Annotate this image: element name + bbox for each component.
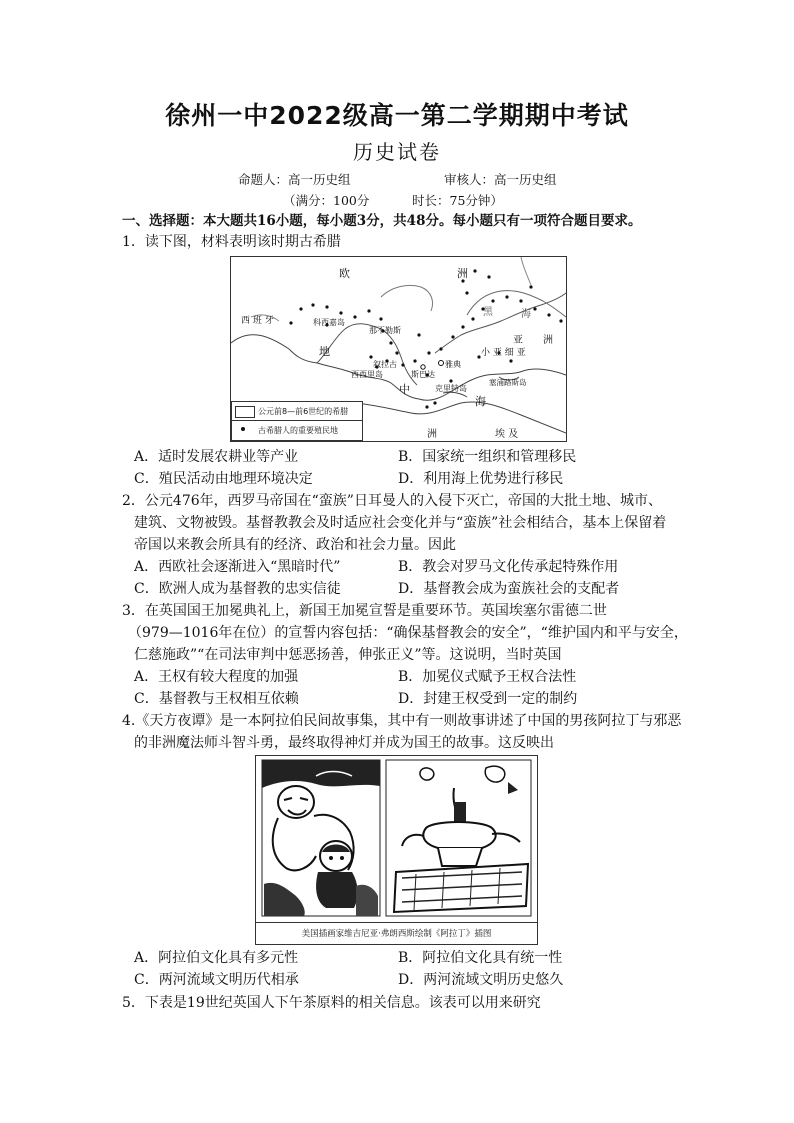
q2-option-d[interactable]: D．基督教会成为蛮族社会的支配者 xyxy=(398,581,620,597)
time-limit: 时长：75分钟） xyxy=(412,193,503,208)
map-label-africa: 洲 xyxy=(427,429,437,440)
map-label-syracuse: 叙拉古 xyxy=(373,360,397,369)
q2-line-3: 帝国以来教会所具有的经济、政治和社会力量。因此 xyxy=(134,537,456,553)
legend-swatch-greece xyxy=(235,406,255,418)
map-label-black-2: 海 xyxy=(521,309,531,320)
q1-option-d[interactable]: D．利用海上优势进行移民 xyxy=(398,471,564,487)
legend-row-colonies xyxy=(232,421,362,439)
q4-option-d[interactable]: D．两河流域文明历史悠久 xyxy=(398,972,564,988)
q4-line-2: 的非洲魔法师斗智斗勇，最终取得神灯并成为国王的故事。这反映出 xyxy=(134,735,554,751)
full-score: （满分：100分 xyxy=(283,193,370,208)
q2-line-2: 建筑、文物被毁。基督教教会及时适应社会变化并与“蛮族”社会相结合，基本上保留着 xyxy=(134,515,667,531)
q3-line-3: 仁慈施政”“在司法审判中惩恶扬善，伸张正义”等。这说明，当时英国 xyxy=(134,647,562,663)
legend-row-greece xyxy=(232,402,362,421)
map-label-asia-minor: 小 亚 细 亚 xyxy=(481,348,526,358)
aladdin-drawing xyxy=(256,756,537,921)
map-label-egypt: 埃 及 xyxy=(495,429,519,440)
author-reviewer: 审核人：高一历史组 xyxy=(444,172,557,187)
q3-option-a[interactable]: A．王权有较大程度的加强 xyxy=(134,669,299,685)
map-label-europe-2: 洲 xyxy=(457,267,468,280)
map-label-cyprus: 塞浦路斯岛 xyxy=(489,378,527,387)
map-label-europe-1: 欧 xyxy=(339,267,350,280)
q4-option-a[interactable]: A．阿拉伯文化具有多元性 xyxy=(134,950,299,966)
q1-option-c[interactable]: C．殖民活动由地理环境决定 xyxy=(134,471,313,487)
aladdin-illustration xyxy=(255,755,538,945)
legend-text-greece: 公元前8—前6世纪的希腊 xyxy=(258,407,349,416)
q2-line-1: 2．公元476年，西罗马帝国在“蛮族”日耳曼人的入侵下灭亡，帝国的大批土地、城市、 xyxy=(122,493,662,509)
q1-stem: 1．读下图，材料表明该时期古希腊 xyxy=(122,234,341,250)
q1-option-b[interactable]: B．国家统一组织和管理移民 xyxy=(398,449,577,465)
legend-text-colonies: 古希腊人的重要殖民地 xyxy=(258,426,338,435)
map-label-asia-1: 亚 xyxy=(513,335,523,346)
q2-option-a[interactable]: A．西欧社会逐渐进入“黑暗时代” xyxy=(134,559,341,575)
map-label-athens: 雅典 xyxy=(445,360,461,369)
q4-line-1: 4.《天方夜谭》是一本阿拉伯民间故事集，其中有一则故事讲述了中国的男孩阿拉丁与邪恶 xyxy=(122,713,682,729)
map-label-asia-2: 洲 xyxy=(543,335,553,346)
map-label-med-2: 中 xyxy=(399,383,410,396)
map-legend xyxy=(231,401,363,441)
q2-option-b[interactable]: B．教会对罗马文化传承起特殊作用 xyxy=(398,559,619,575)
q4-option-b[interactable]: B．阿拉伯文化具有统一性 xyxy=(398,950,563,966)
q3-option-d[interactable]: D．封建王权受到一定的制约 xyxy=(398,691,578,707)
map-label-crete: 克里特岛 xyxy=(435,384,467,393)
q2-option-c[interactable]: C．欧洲人成为基督教的忠实信徒 xyxy=(134,581,341,597)
illustration-caption: 美国插画家维吉尼亚·弗朗西斯绘制《阿拉丁》插图 xyxy=(256,922,537,939)
q5-line-1: 5．下表是19世纪英国人下午茶原料的相关信息。该表可以用来研究 xyxy=(122,995,541,1011)
q1-option-a[interactable]: A．适时发展农耕业等产业 xyxy=(134,449,299,465)
q4-option-c[interactable]: C．两河流域文明历代相承 xyxy=(134,972,299,988)
legend-dot-colony xyxy=(241,427,245,431)
greek-colonies-map xyxy=(230,256,567,442)
q3-option-c[interactable]: C．基督教与王权相互依赖 xyxy=(134,691,299,707)
section-heading: 一、选择题：本大题共16小题，每小题3分，共48分。每小题只有一项符合题目要求。 xyxy=(122,213,642,229)
q3-line-1: 3．在英国国王加冕典礼上，新国王加冕宣誓是重要环节。英国埃塞尔雷德二世 xyxy=(122,603,607,619)
map-label-naples: 那不勒斯 xyxy=(369,326,401,335)
q3-line-2: （979—1016年在位）的宣誓内容包括：“确保基督教会的安全”，“维护国内和平与安全， xyxy=(128,625,688,641)
map-label-med-3: 海 xyxy=(475,395,486,408)
q3-option-b[interactable]: B．加冕仪式赋予王权合法性 xyxy=(398,669,577,685)
map-label-med-1: 地 xyxy=(319,345,330,358)
author-setter: 命题人：高一历史组 xyxy=(238,172,351,187)
map-label-corsica: 科西嘉岛 xyxy=(313,318,345,327)
map-label-sparta: 斯巴达 xyxy=(411,370,435,379)
map-label-black-1: 黑 xyxy=(483,307,493,318)
map-label-sicily: 西西里岛 xyxy=(351,370,383,379)
exam-title: 徐州一中2022级高一第二学期期中考试 xyxy=(165,101,629,130)
map-label-spain: 西 班 牙 xyxy=(241,316,274,326)
exam-subtitle: 历史试卷 xyxy=(353,140,441,164)
